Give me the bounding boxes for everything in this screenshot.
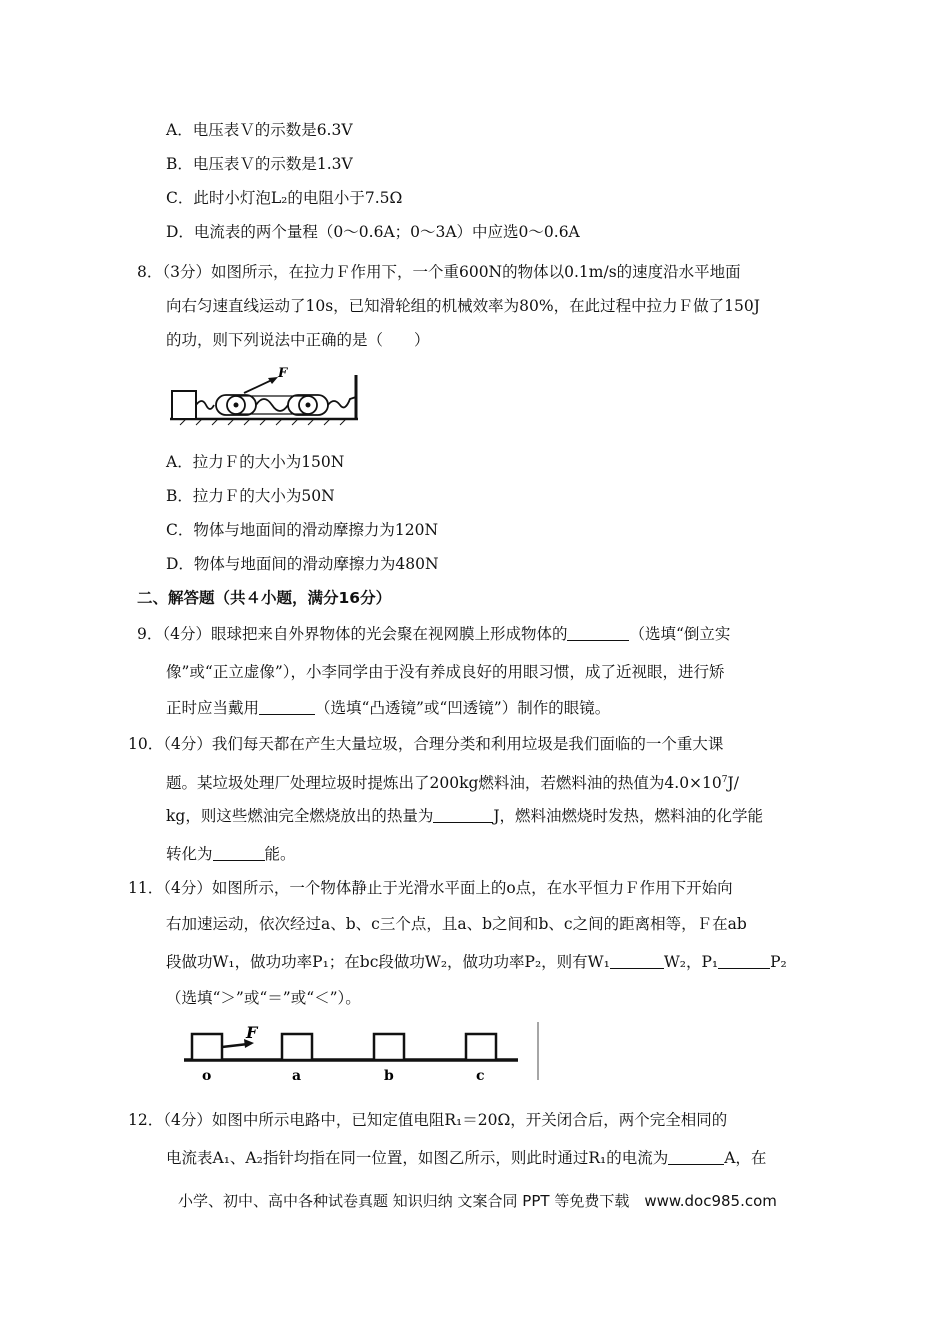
q11-line-2: 右加速运动，依次经过a、b、c三个点，且a、b之间和b、c之间的距离相等，Ｆ在ab bbox=[166, 915, 747, 933]
answer-blank[interactable] bbox=[718, 952, 770, 969]
q10-line-3 bbox=[166, 806, 763, 826]
q8-line-1: 8．（3分）如图所示，在拉力Ｆ作用下，一个重600N的物体以0.1m/s的速度沿水平地面 bbox=[137, 263, 741, 281]
q7-option-d: D．电流表的两个量程（0～0.6A；0～3A）中应选0～0.6A bbox=[166, 223, 580, 241]
q8-option-b: B．拉力Ｆ的大小为50N bbox=[166, 487, 335, 505]
q8-option-d: D．物体与地面间的滑动摩擦力为480N bbox=[166, 555, 439, 573]
q9-text: 9．（4分）眼球把来自外界物体的光会聚在视网膜上形成物体的 bbox=[137, 625, 568, 643]
point-label-c: c bbox=[476, 1068, 485, 1084]
q9-line-3 bbox=[166, 698, 610, 718]
q11-line-4: （选填“＞”或“＝”或“＜”）。 bbox=[166, 989, 361, 1007]
q10-text: 能。 bbox=[264, 845, 296, 863]
force-label: F bbox=[278, 367, 288, 381]
pulley-figure bbox=[168, 367, 368, 429]
q11-text: W₂，P₁ bbox=[663, 953, 719, 971]
q9-text: （选填“倒立实 bbox=[629, 625, 731, 643]
q7-option-a: A．电压表Ｖ的示数是6.3V bbox=[166, 121, 353, 139]
q9-text: （选填“凸透镜”或“凹透镜”）制作的眼镜。 bbox=[315, 699, 611, 717]
point-label-a: a bbox=[292, 1068, 302, 1084]
q10-text: kg，则这些燃油完全燃烧放出的热量为 bbox=[166, 807, 434, 825]
motion-figure bbox=[182, 1016, 544, 1088]
q8-line-3: 的功，则下列说法中正确的是（ ） bbox=[166, 331, 430, 349]
q10-text: J，燃料油燃烧时发热，燃料油的化学能 bbox=[493, 807, 764, 825]
q12-line-1: 12．（4分）如图中所示电路中，已知定值电阻R₁＝20Ω，开关闭合后，两个完全相同的 bbox=[128, 1111, 728, 1129]
q9-line-2: 像”或“正立虚像”），小李同学由于没有养成良好的用眼习惯，成了近视眼，进行矫 bbox=[166, 663, 725, 681]
q10-line-2 bbox=[166, 770, 739, 793]
point-label-o: o bbox=[202, 1068, 212, 1084]
page-footer: 小学、初中、高中各种试卷真题 知识归纳 文案合同 PPT 等免费下载 www.doc985.com bbox=[178, 1192, 777, 1210]
q8-option-c: C．物体与地面间的滑动摩擦力为120N bbox=[166, 521, 439, 539]
q9-text: 正时应当戴用 bbox=[166, 699, 260, 717]
q10-text: J/ bbox=[727, 774, 739, 793]
q10-text: 转化为 bbox=[166, 845, 213, 863]
point-label-b: b bbox=[384, 1068, 394, 1084]
q8-line-2: 向右匀速直线运动了10s，已知滑轮组的机械效率为80%，在此过程中拉力Ｆ做了150J bbox=[166, 297, 760, 315]
q11-line-1: 11．（4分）如图所示，一个物体静止于光滑水平面上的o点，在水平恒力Ｆ作用下开始向 bbox=[128, 879, 733, 897]
q12-text: 电流表A₁、A₂指针均指在同一位置，如图乙所示，则此时通过R₁的电流为 bbox=[166, 1149, 669, 1167]
answer-blank[interactable] bbox=[433, 806, 493, 823]
answer-blank[interactable] bbox=[259, 698, 315, 715]
answer-blank[interactable] bbox=[567, 624, 629, 641]
q10-line-4 bbox=[166, 844, 296, 864]
answer-blank[interactable] bbox=[610, 952, 664, 969]
q11-text: P₂ bbox=[770, 953, 787, 971]
q10-text: 题。某垃圾处理厂处理垃圾时提炼出了200kg燃料油，若燃料油的热值为4.0×10 bbox=[166, 774, 722, 793]
section-title: 二、解答题（共４小题，满分16分） bbox=[137, 589, 392, 607]
q11-text: 段做功W₁，做功功率P₁；在bc段做功W₂，做功功率P₂，则有W₁ bbox=[166, 953, 610, 971]
q12-text: A，在 bbox=[724, 1149, 767, 1167]
q10-line-1: 10．（4分）我们每天都在产生大量垃圾，合理分类和利用垃圾是我们面临的一个重大课 bbox=[128, 735, 724, 753]
q9-line-1 bbox=[137, 624, 730, 644]
q7-option-c: C．此时小灯泡L₂的电阻小于7.5Ω bbox=[166, 189, 403, 207]
q11-line-3 bbox=[166, 952, 787, 972]
q8-option-a: A．拉力Ｆ的大小为150N bbox=[166, 453, 345, 471]
q7-option-b: B．电压表Ｖ的示数是1.3V bbox=[166, 155, 353, 173]
force-label: F bbox=[246, 1023, 258, 1042]
q12-line-2 bbox=[166, 1148, 766, 1168]
answer-blank[interactable] bbox=[668, 1148, 724, 1165]
q10-exponent: 7 bbox=[721, 775, 728, 785]
answer-blank[interactable] bbox=[213, 844, 265, 861]
